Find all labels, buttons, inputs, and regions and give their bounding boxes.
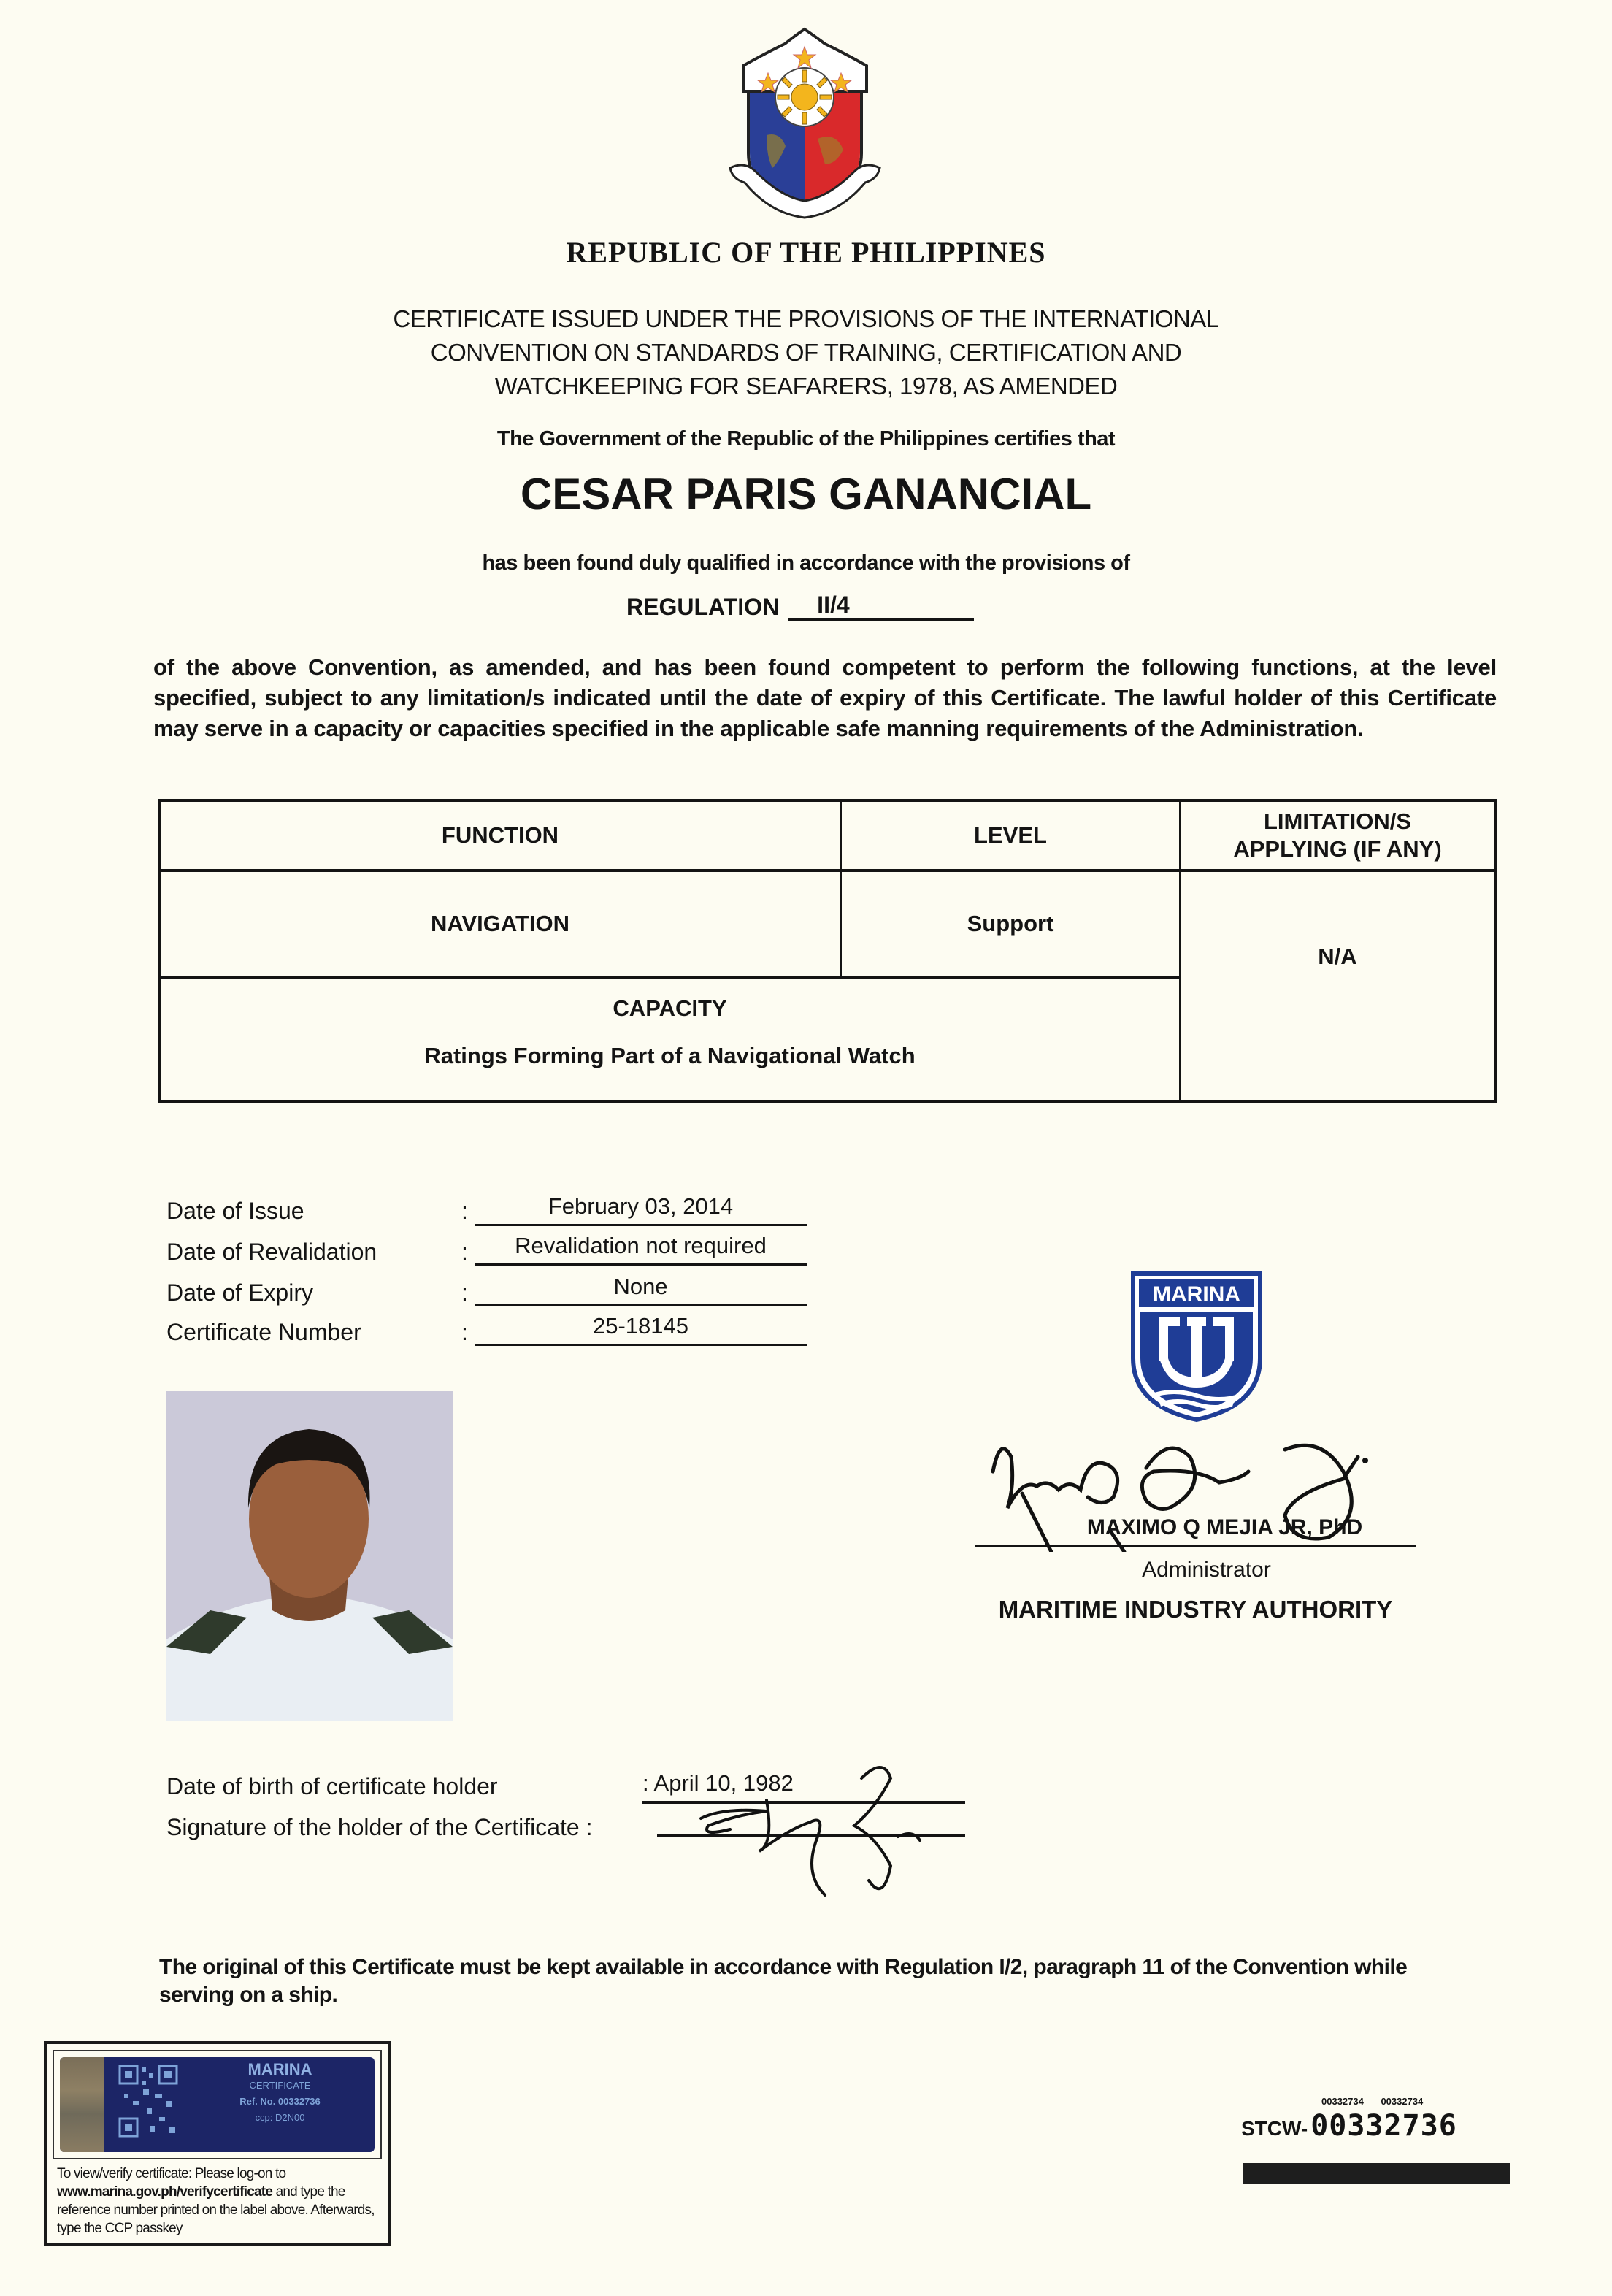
security-label-sticker (60, 2057, 375, 2152)
convention-line-3: WATCHKEEPING FOR SEAFARERS, 1978, AS AMENDED (494, 372, 1118, 399)
administrator-title: Administrator (1142, 1558, 1271, 1582)
date-of-revalidation-value: Revalidation not required (475, 1231, 807, 1266)
header-limitations-line1: LIMITATION/S (1263, 808, 1412, 834)
verify-instructions-post: and type the reference number printed on the label above. Afterwards, type the CCP passkey (57, 2184, 375, 2236)
colon: : (461, 1239, 468, 1265)
hologram-strip (60, 2057, 104, 2152)
level-value: Support (967, 911, 1054, 936)
certificate-number-value: 25-18145 (475, 1312, 807, 1346)
holder-signature-icon (657, 1756, 964, 1902)
convention-line-2: CONVENTION ON STANDARDS OF TRAINING, CERTIFICATION AND (430, 339, 1182, 366)
regulation-value: II/4 (788, 592, 974, 621)
date-of-issue-value: February 03, 2014 (475, 1192, 807, 1226)
holder-portrait-icon (166, 1391, 453, 1721)
qr-code-icon[interactable] (118, 2065, 178, 2138)
function-table (158, 799, 1497, 1103)
certificate-holder-name: CESAR PARIS GANANCIAL (520, 470, 1092, 518)
stcw-small-numbers: 00332734 00332734 (1321, 2096, 1424, 2107)
philippine-coat-of-arms-icon (715, 22, 894, 223)
marina-logo-text: MARINA (1153, 1282, 1240, 1306)
government-certifies-text: The Government of the Republic of the Philippines certifies that (496, 427, 1116, 451)
date-of-issue-label: Date of Issue (166, 1198, 304, 1224)
regulation-row (626, 592, 974, 621)
colon: : (461, 1319, 468, 1345)
republic-heading: REPUBLIC OF THE PHILIPPINES (566, 236, 1046, 269)
limitations-value: N/A (1318, 944, 1357, 969)
qualified-text: has been found duly qualified in accordance with the provisions of (482, 551, 1130, 575)
capacity-label: CAPACITY (613, 995, 727, 1021)
security-label (53, 2050, 382, 2159)
function-value: NAVIGATION (430, 911, 569, 936)
label-ccp: ccp: D2N00 (255, 2112, 305, 2123)
date-of-expiry-label: Date of Expiry (166, 1279, 313, 1306)
header-function: FUNCTION (441, 822, 559, 848)
convention-line-1: CERTIFICATE ISSUED UNDER THE PROVISIONS OF THE INTERNATIONAL (393, 305, 1219, 332)
verification-box (44, 2041, 391, 2246)
stcw-serial (1241, 2109, 1457, 2143)
header-limitations-line2: APPLYING (IF ANY) (1233, 836, 1442, 862)
security-label-text (191, 2062, 369, 2126)
capacity-value: Ratings Forming Part of a Navigational Watch (424, 1043, 916, 1068)
colon: : (461, 1279, 468, 1306)
label-certificate: CERTIFICATE (249, 2080, 311, 2091)
label-brand: MARINA (247, 2060, 312, 2078)
stcw-number: 00332736 (1310, 2109, 1457, 2143)
competency-paragraph: of the above Convention, as amended, and has been found competent to perform the following functions, at the level specified, subject to any limitation/s indicated until the date of expiry of this Certificate. The lawful holder of this Certificate may serve in a capacity or capacities specified in the applicable safe manning requirements of the Administration. (153, 654, 1497, 741)
stcw-prefix: STCW- (1241, 2117, 1308, 2140)
holder-photo (166, 1391, 453, 1721)
date-of-expiry-value: None (475, 1272, 807, 1306)
date-of-revalidation-label: Date of Revalidation (166, 1239, 377, 1265)
date-of-birth-value: : April 10, 1982 (642, 1770, 965, 1804)
date-of-birth-label: Date of birth of certificate holder (166, 1773, 498, 1799)
header-level: LEVEL (974, 822, 1047, 848)
label-reference-number: Ref. No. 00332736 (239, 2096, 321, 2107)
holder-signature-label: Signature of the holder of the Certificate : (166, 1814, 593, 1840)
certificate-number-label: Certificate Number (166, 1319, 361, 1345)
marina-logo-icon (1130, 1271, 1263, 1423)
verification-instructions (57, 2165, 378, 2238)
verify-instructions-pre: To view/verify certificate: Please log-on to (57, 2166, 286, 2181)
table-divider (161, 976, 1181, 979)
colon: : (461, 1198, 468, 1224)
administrator-name: MAXIMO Q MEJIA JR, PhD (975, 1515, 1416, 1547)
issuing-authority: MARITIME INDUSTRY AUTHORITY (998, 1596, 1393, 1623)
stcw-barcode-strip (1243, 2163, 1510, 2184)
verify-url-link[interactable]: www.marina.gov.ph/verifycertificate (57, 2184, 273, 2200)
header-limitations (1181, 802, 1494, 869)
regulation-label: REGULATION (626, 594, 780, 620)
original-certificate-note: The original of this Certificate must be kept available in accordance with Regulation I/2, paragraph 11 of the Convention while serving on a ship. (159, 1955, 1408, 2007)
